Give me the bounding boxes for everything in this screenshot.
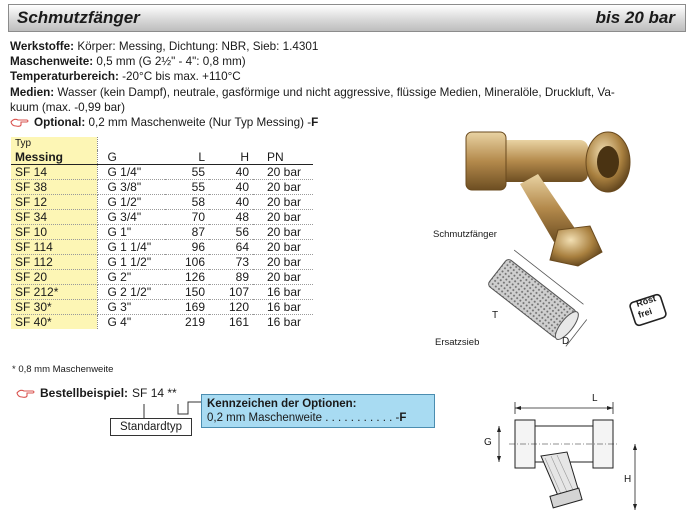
col-header-h: H [209,150,253,165]
spec-media-cont: kuum (max. -0,99 bar) [10,100,125,114]
table-row: SF 14 G 1/4" 55 40 20 bar [11,165,313,180]
table-row: SF 212* G 2 1/2" 150 107 16 bar [11,285,313,300]
table-type-row: Typ [11,137,313,150]
table-row: SF 34 G 3/4" 70 48 20 bar [11,210,313,225]
table-row: SF 20 G 2" 126 89 20 bar [11,270,313,285]
col-header-material: Messing [11,150,97,165]
strainer-label: Schmutzfänger [433,229,497,240]
standard-type-box: Standardtyp [110,418,192,436]
table-row: SF 10 G 1" 87 56 20 bar [11,225,313,240]
dim-g-label: G [484,437,492,448]
table-row: SF 112 G 1 1/2" 106 73 20 bar [11,255,313,270]
table-row: SF 30* G 3" 169 120 16 bar [11,300,313,315]
spec-media: Medien: Wasser (kein Dampf), neutrale, gasförmige und nicht aggressive, flüssige Medien, Mineralöle, Druckluft, Va- [10,85,615,99]
order-example: Bestellbeispiel: SF 14 ** [16,386,177,400]
table-row: SF 114 G 1 1/4" 96 64 20 bar [11,240,313,255]
options-box: Kennzeichen der Optionen: 0,2 mm Maschenweite . . . . . . . . . . . -F [201,394,435,428]
product-table [11,137,313,329]
page-title: Schmutzfänger [17,8,140,27]
spec-optional: Optional: 0,2 mm Maschenweite (Nur Typ Messing) -F [10,115,693,130]
dim-l-label: L [592,393,598,404]
pointing-hand-icon [10,117,30,128]
col-header-l: L [165,150,209,165]
table-row: SF 12 G 1/2" 58 40 20 bar [11,195,313,210]
dim-d-label: D [562,336,570,347]
table-row: SF 38 G 3/8" 55 40 20 bar [11,180,313,195]
col-header-g: G [97,150,165,165]
screen-drawing [470,248,600,358]
spec-mesh: Maschenweite: 0,5 mm (G 2½" - 4": 0,8 mm) [10,55,246,69]
footnote: * 0,8 mm Maschenweite [12,364,114,375]
screen-label: Ersatzsieb [435,337,480,348]
col-header-pn: PN [253,150,313,165]
spec-materials: Werkstoffe: Körper: Messing, Dichtung: NBR, Sieb: 1.4301 [10,40,319,53]
pointing-hand-icon [16,388,36,399]
technical-drawing [485,400,655,520]
table-header-row [11,150,313,165]
spec-temperature: Temperaturbereich: -20°C bis max. +110°C [10,70,241,84]
dim-t-label: T [492,310,499,321]
badge-line2: frei [636,306,654,320]
table-row: SF 40* G 4" 219 161 16 bar [11,315,313,330]
header-bar [8,4,686,32]
pressure-range: bis 20 bar [595,8,675,27]
dim-h-label: H [624,474,632,485]
badge-line1: Rost [634,293,658,309]
